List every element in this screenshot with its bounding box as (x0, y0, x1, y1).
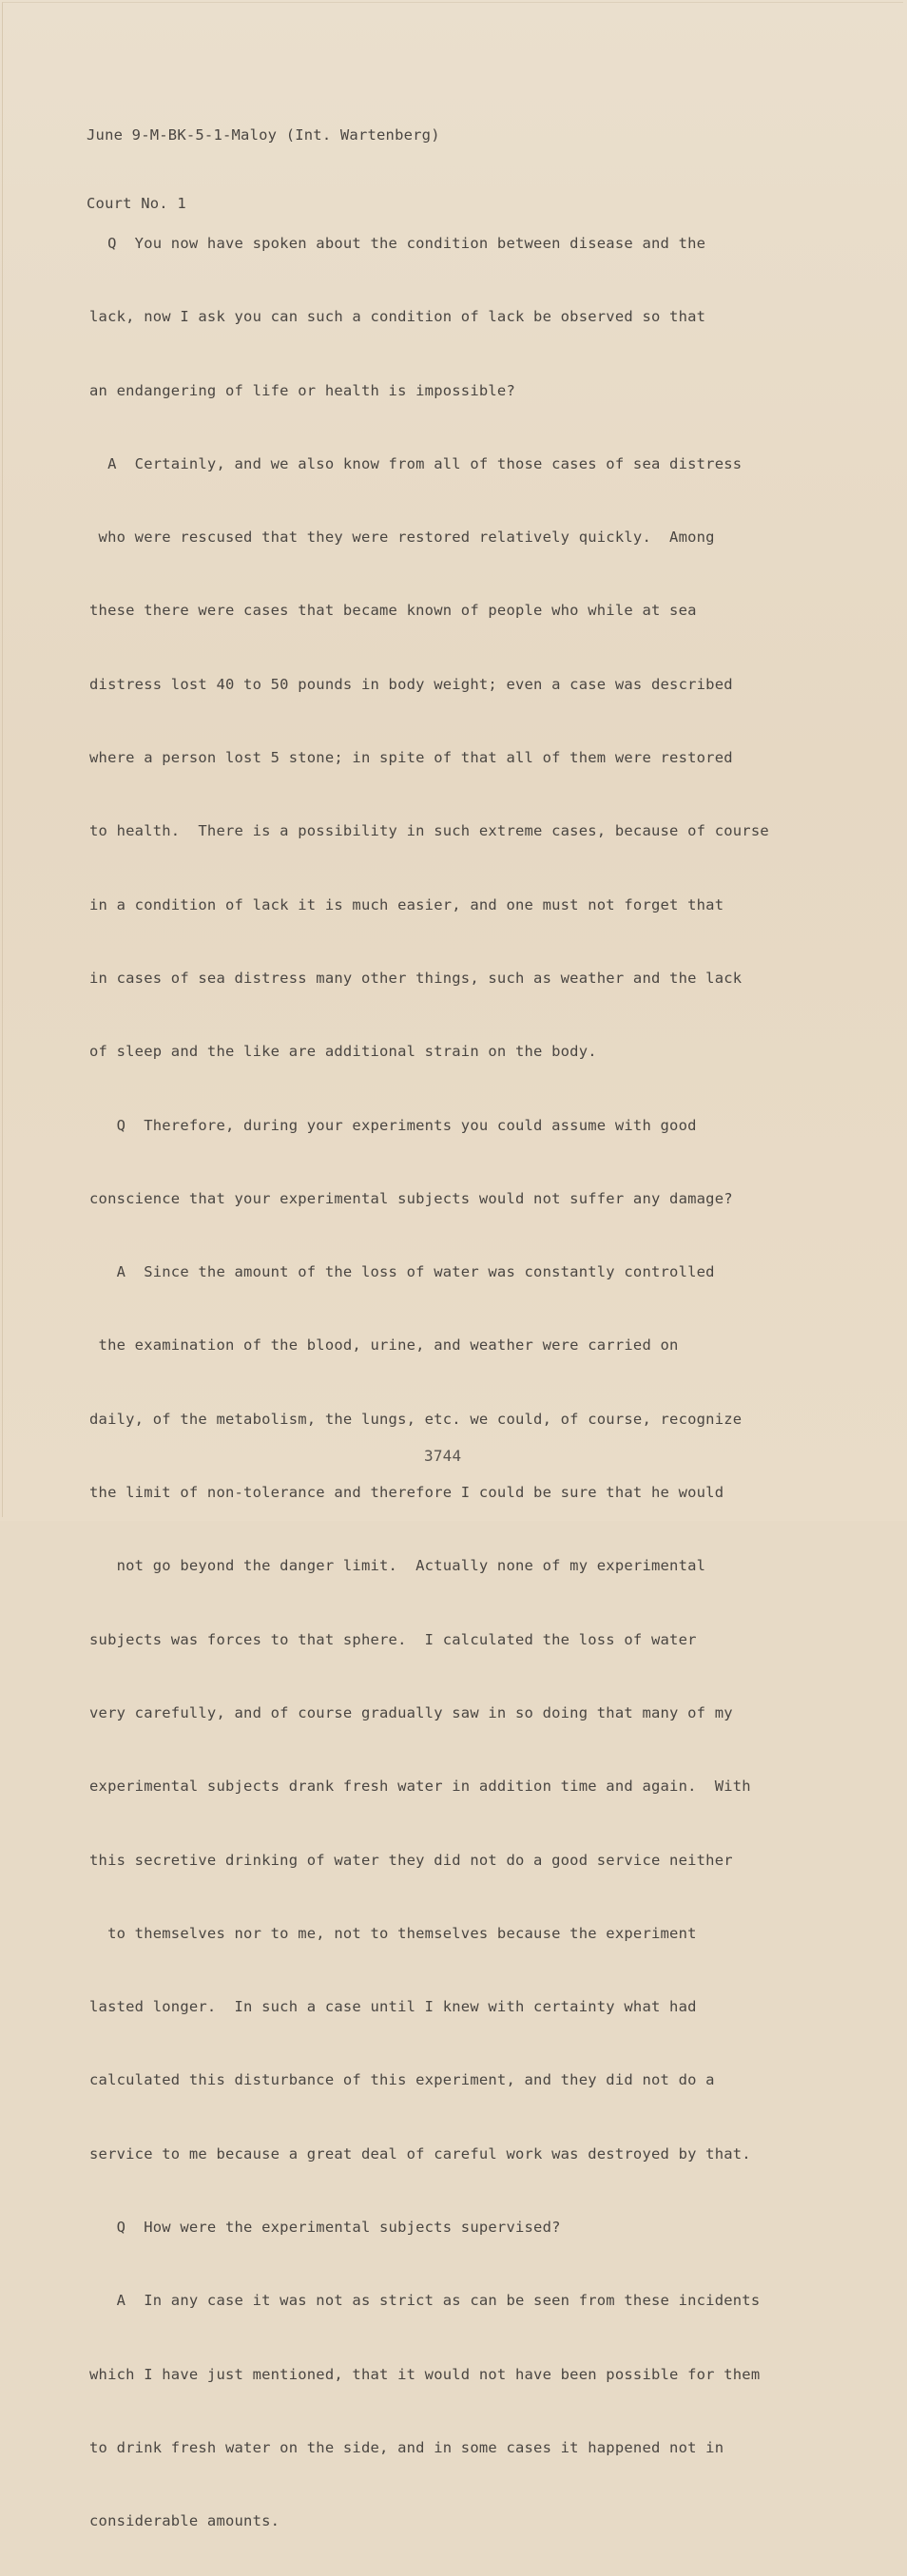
body-line: this secretive drinking of water they did not do a good service neither (89, 1851, 733, 1869)
body-line: who were rescused that they were restored relatively quickly. Among (89, 529, 715, 547)
body-line: in cases of sea distress many other things, such as weather and the lack (89, 969, 743, 987)
body-line: to drink fresh water on the side, and in some cases it happened not in (89, 2438, 724, 2456)
header-court-line: Court No. 1 (87, 195, 186, 212)
body-line: daily, of the metabolism, the lungs, etc. we could, of course, recognize (89, 1410, 743, 1428)
body-line: in a condition of lack it is much easier, and one must not forget that (89, 895, 724, 913)
body-line: very carefully, and of course gradually saw in so doing that many of my (89, 1703, 733, 1721)
body-line: distress lost 40 to 50 pounds in body weight; even a case was described (89, 675, 733, 693)
body-line: calculated this disturbance of this experiment, and they did not do a (89, 2071, 715, 2089)
body-line: to health. There is a possibility in such extreme cases, because of course (89, 822, 769, 840)
body-line: Q You now have spoken about the condition between disease and the (89, 235, 706, 252)
body-line: where a person lost 5 stone; in spite of that all of them were restored (89, 749, 733, 767)
body-line: lack, now I ask you can such a condition of lack be observed so that (89, 308, 706, 326)
body-line: the limit of non-tolerance and therefore I could be sure that he would (89, 1484, 724, 1502)
body-line: to themselves nor to me, not to themselves because the experiment (89, 1924, 697, 1942)
body-line: which I have just mentioned, that it would not have been possible for them (89, 2365, 761, 2383)
body-line: experimental subjects drank fresh water in addition time and again. With (89, 1778, 751, 1796)
body-line: the examination of the blood, urine, and weather were carried on (89, 1336, 679, 1355)
page-number: 3744 (424, 1447, 462, 1465)
body-line: an endangering of life or health is impossible? (89, 381, 515, 399)
body-line: service to me because a great deal of careful work was destroyed by that. (89, 2144, 751, 2163)
body-line: not go beyond the danger limit. Actually none of my experimental (89, 1557, 706, 1575)
body-line: A In any case it was not as strict as can be seen from these incidents (89, 2292, 761, 2310)
body-line: A Since the amount of the loss of water was constantly controlled (89, 1263, 715, 1281)
body-line: conscience that your experimental subjects would not suffer any damage? (89, 1189, 733, 1207)
body-line: Q Therefore, during your experiments you could assume with good (89, 1116, 697, 1134)
body-line: considerable amounts. (89, 2512, 280, 2530)
body-line: subjects was forces to that sphere. I calculated the loss of water (89, 1630, 697, 1648)
body-line: Q How were the experimental subjects supervised? (89, 2219, 561, 2237)
body-line: of sleep and the like are additional strain on the body. (89, 1043, 597, 1061)
body-line: lasted longer. In such a case until I knew with certainty what had (89, 1998, 697, 2016)
body-line: these there were cases that became known of people who while at sea (89, 602, 697, 620)
body-line: A Certainly, and we also know from all of those cases of sea distress (89, 454, 743, 472)
header-session-line: June 9-M-BK-5-1-Maloy (Int. Wartenberg) (87, 126, 440, 144)
testimony-body (89, 190, 769, 2576)
